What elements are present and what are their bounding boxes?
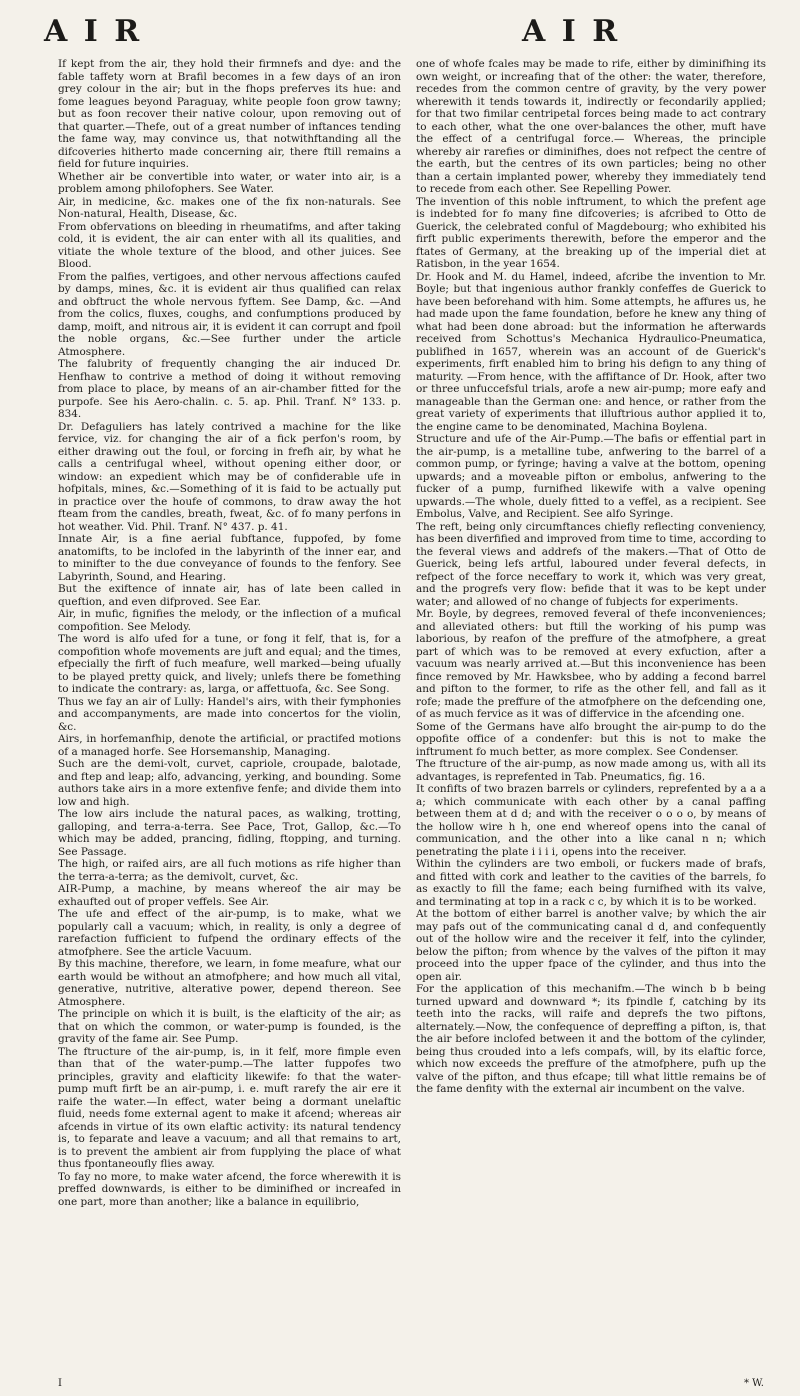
- paragraph: Innate Air, is a fine aerial fubftance, fuppofed, by fome anatomifts, to be inclofed in the labyrinth of the inner ear, and to minifter to the due conveyance of founds to the fenfory. See Labyrinth, Sound, and Hearing.: [58, 533, 401, 583]
- running-head-right: A I R: [522, 14, 621, 49]
- paragraph: Such are the demi-volt, curvet, capriole, croupade, balotade, and ftep and leap; alfo, advancing, yerking, and bounding. Some authors take airs in a more extenfive fenfe; and divide them into low and high.: [58, 758, 401, 808]
- paragraph: Dr. Defaguliers has lately contrived a machine for the like fervice, viz. for changing the air of a fick perfon's room, by either drawing out the foul, or forcing in frefh air, by what he calls a centrifugal wheel, without opening either door, or window: an expedient which may be of confiderable ufe in hofpitals, mines, &c.—Something of it is faid to be actually put in practice over the houfe of commons, to draw away the hot fteam from the candles, breath, fweat, &c. of fo many perfons in hot weather. Vid. Phil. Tranf. N° 437. p. 41.: [58, 420, 401, 533]
- paragraph: To fay no more, to make water afcend, the force wherewith it is preffed downwards, is either to be diminifhed or increafed in one part, more than another; like a balance in equilibrio,: [58, 1170, 401, 1208]
- paragraph: If kept from the air, they hold their firmnefs and dye: and the fable taffety worn at Brafil becomes in a few days of an iron grey colour in the air; but in the fhops preferves its hue: and fome leagues beyond Paraguay, white people foon grow tawny; but as foon recover their native colour, upon removing out of that quarter.—Thefe, out of a great number of inftances tending the fame way, may convince us, that notwithftanding all the difcoveries hitherto made concerning air, there ftill remains a field for future inquiries.: [58, 58, 401, 170]
- signature-mark: I: [58, 1378, 62, 1389]
- paragraph: The low airs include the natural paces, as walking, trotting, galloping, and terra-a-terra. See Pace, Trot, Gallop, &c.—To which may be added, prancing, fidling, ftopping, and turning. See Passage.: [58, 808, 401, 858]
- paragraph: one of whofe fcales may be made to rife, either by diminifhing its own weight, or increafing that of the other: the water, therefore, recedes from the common centre of gravity, by the very power wherewith it tends towards it, indirectly or fecondarily applied; for that two fimilar centripetal forces being made to act contrary to each other, what the one over-balances the other, muft have the effect of a centrifugal force.— Whereas, the principle whereby air rarefies or diminifhes, does not refpect the centre of the earth, but the centres of its own particles; being no other than a certain implanted power, whereby they immediately tend to recede from each other. See Repelling Power.: [416, 58, 766, 195]
- running-head-left: A I R: [44, 14, 143, 49]
- paragraph: Structure and ufe of the Air-Pump.—The bafis or effential part in the air-pump, is a metalline tube, anfwering to the barrel of a common pump, or fyringe; having a valve at the bottom, opening upwards; and a moveable pifton or embolus, anfwering to the fucker of a pump, furnifhed likewife with a valve opening upwards.—The whole, duely fitted to a veffel, as a recipient. See Embolus, Valve, and Recipient. See alfo Syringe.: [416, 433, 766, 520]
- paragraph: By this machine, therefore, we learn, in fome meafure, what our earth would be without an atmofphere; and how much all vital, generative, nutritive, alterative power, depend thereon. See Atmosphere.: [58, 958, 401, 1008]
- paragraph: The falubrity of frequently changing the air induced Dr. Henfhaw to contrive a method of doing it without removing from place to place, by means of an air-chamber fitted for the purpofe. See his Aero-chalin. c. 5. ap. Phil. Tranf. N° 133. p. 834.: [58, 358, 401, 420]
- paragraph: Air, in mufic, fignifies the melody, or the inflection of a mufical compofition. See Melody.: [58, 608, 401, 633]
- paragraph: Dr. Hook and M. du Hamel, indeed, afcribe the invention to Mr. Boyle; but that ingenious author frankly confeffes de Guerick to have been beforehand with him. Some attempts, he affures us, he had made upon the fame foundation, before he knew any thing of what had been done abroad: but the information he afterwards received from Schottus's Mechanica Hydraulico-Pneumatica, publifhed in 1657, wherein was an account of de Guerick's experiments, firft enabled him to bring his defign to any thing of maturity. —From hence, with the affiftance of Dr. Hook, after two or three unfuccefsful trials, arofe a new air-pump; more eafy and manageable than the German one: and hence, or rather from the great variety of experiments that illuftrious author applied it to, the engine came to be denominated, Machina Boylena.: [416, 270, 766, 433]
- paragraph: The ftructure of the air-pump, is, in it felf, more fimple even than that of the water-pump.—The latter fuppofes two principles, gravity and elafticity likewife: fo that the water-pump muft firft be an air-pump, i. e. muft rarefy the air ere it raife the water.—In effect, water being a dormant unelaftic fluid, needs fome external agent to make it afcend; whereas air afcends in virtue of its own elaftic activity: its natural tendency is, to feparate and leave a vacuum; and all that remains to art, is to prevent the ambient air from fupplying the place of what thus fpontaneoufly flies away.: [58, 1045, 401, 1170]
- paragraph: The high, or raifed airs, are all fuch motions as rife higher than the terra-a-terra; as the demivolt, curvet, &c.: [58, 858, 401, 883]
- paragraph: Some of the Germans have alfo brought the air-pump to do the oppofite office of a condenfer: but this is not to make the inftrument fo much better, as more complex. See Condenser.: [416, 720, 766, 758]
- catchword: * W.: [744, 1378, 764, 1389]
- right-column: [416, 58, 766, 1380]
- paragraph: Mr. Boyle, by degrees, removed feveral of thefe inconveniences; and alleviated others: but ftill the working of his pump was laborious, by reafon of the preffure of the atmofphere, a great part of which was to be removed at every exfuction, after a vacuum was nearly arrived at.—But this inconvenience has been fince removed by Mr. Hawksbee, who by adding a fecond barrel and pifton to the former, to rife as the other fell, and fall as it rofe; made the preffure of the atmofphere on the defcending one, of as much fervice as it was of differvice in the afcending one.: [416, 608, 766, 720]
- paragraph: It confifts of two brazen barrels or cylinders, reprefented by a a a a; which communicate with each other by a canal paffing between them at d d; and with the receiver o o o o, by means of the hollow wire h h, one end whereof opens into the canal of communication, and the other into a like canal n n; which penetrating the plate i i i i, opens into the receiver.: [416, 783, 766, 858]
- paragraph: The principle on which it is built, is the elafticity of the air; as that on which the common, or water-pump is founded, is the gravity of the fame air. See Pump.: [58, 1008, 401, 1045]
- paragraph: Airs, in horfemanfhip, denote the artificial, or practifed motions of a managed horfe. See Horsemanship, Managing.: [58, 733, 401, 758]
- paragraph: AIR-Pump, a machine, by means whereof the air may be exhaufted out of proper veffels. See Air.: [58, 883, 401, 908]
- paragraph: At the bottom of either barrel is another valve; by which the air may pafs out of the communicating canal d d, and confequently out of the hollow wire and the receiver it felf, into the cylinder, below the pifton; from whence by the valves of the pifton it may proceed into the upper fpace of the cylinder, and thus into the open air.: [416, 908, 766, 983]
- paragraph: From obfervations on bleeding in rheumatifms, and after taking cold, it is evident, the air can enter with all its qualities, and vitiate the whole texture of the blood, and other juices. See Blood.: [58, 220, 401, 270]
- paragraph: For the application of this mechanifm.—The winch b b being turned upward and downward *; its fpindle f, catching by its teeth into the racks, will raife and deprefs the two piftons, alternately.—Now, the confequence of depreffing a pifton, is, that the air before inclofed between it and the bottom of the cylinder, being thus crouded into a lefs compafs, will, by its elaftic force, which now exceeds the preffure of the atmofphere, pufh up the valve of the pifton, and thus efcape; till what little remains be of the fame denfity with the external air incumbent on the valve.: [416, 983, 766, 1095]
- paragraph: But the exiftence of innate air, has of late been called in queftion, and even difproved. See Ear.: [58, 583, 401, 608]
- paragraph: Air, in medicine, &c. makes one of the fix non-naturals. See Non-natural, Health, Disease, &c.: [58, 195, 401, 220]
- paragraph: The reft, being only circumftances chiefly reflecting conveniency, has been diverfified and improved from time to time, according to the feveral views and addrefs of the makers.—That of Otto de Guerick, being lefs artful, laboured under feveral defects, in refpect of the force neceffary to work it, which was very great, and the progrefs very flow: befide that it was to be kept under water; and allowed of no change of fubjects for experiments.: [416, 520, 766, 608]
- paragraph: The invention of this noble inftrument, to which the prefent age is indebted for fo many fine difcoveries; is afcribed to Otto de Guerick, the celebrated conful of Magdebourg; who exhibited his firft public experiments therewith, before the emperor and the ftates of Germany, at the breaking up of the imperial diet at Ratisbon, in the year 1654.: [416, 195, 766, 270]
- paragraph: Thus we fay an air of Lully: Handel's airs, with their fymphonies and accompanyments, are made into concertos for the violin, &c.: [58, 695, 401, 733]
- paragraph: Within the cylinders are two emboli, or fuckers made of brafs, and fitted with cork and leather to the cavities of the barrels, fo as exactly to fill the fame; each being furnifhed with its valve, and terminating at top in a rack c c, by which it is to be worked.: [416, 858, 766, 908]
- paragraph: The ftructure of the air-pump, as now made among us, with all its advantages, is reprefented in Tab. Pneumatics, fig. 16.: [416, 758, 766, 783]
- paragraph: Whether air be convertible into water, or water into air, is a problem among philofophers. See Water.: [58, 170, 401, 195]
- paragraph: From the palfies, vertigoes, and other nervous affections caufed by damps, mines, &c. it is evident air thus qualified can relax and obftruct the whole nervous fyftem. See Damp, &c. —And from the colics, fluxes, coughs, and confumptions produced by damp, moift, and nitrous air, it is evident it can corrupt and fpoil the noble organs, &c.—See further under the article Atmosphere.: [58, 270, 401, 358]
- paragraph: The word is alfo ufed for a tune, or fong it felf, that is, for a compofition whofe movements are juft and equal; and the times, efpecially the firft of fuch meafure, well marked—being ufually to be played pretty quick, and lively; unlefs there be fomething to indicate the contrary: as, larga, or affettuofa, &c. See Song.: [58, 633, 401, 695]
- left-column: [58, 58, 401, 1380]
- paragraph: The ufe and effect of the air-pump, is to make, what we popularly call a vacuum; which, in reality, is only a degree of rarefaction fufficient to fufpend the ordinary effects of the atmofphere. See the article Vacuum.: [58, 908, 401, 958]
